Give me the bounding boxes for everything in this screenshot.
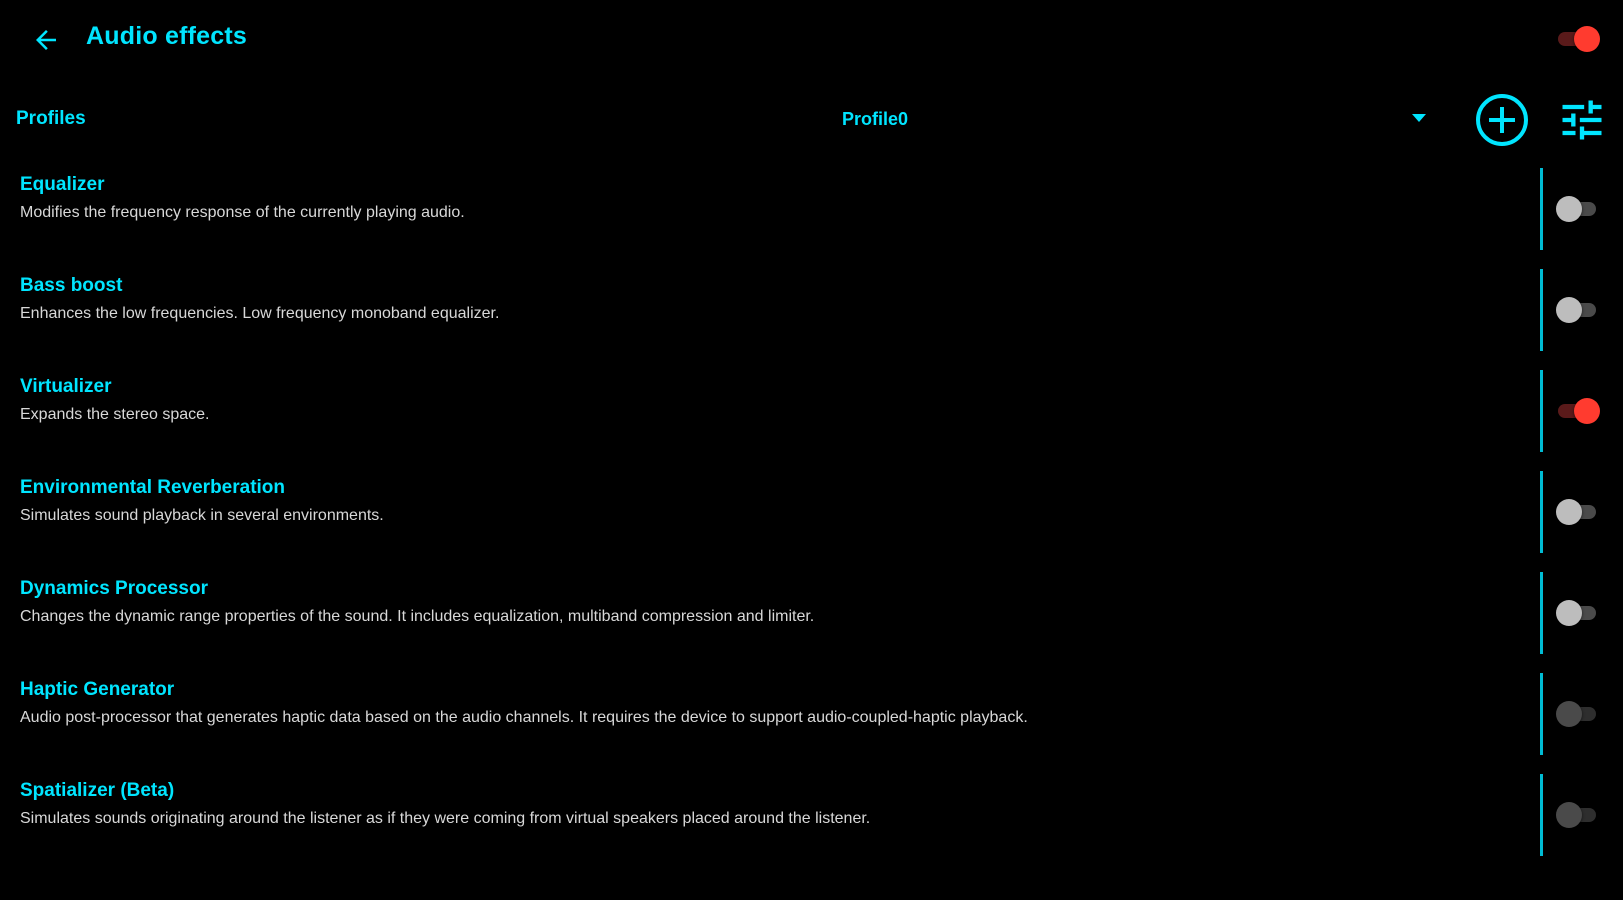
page-title: Audio effects: [86, 22, 247, 50]
row-divider: [1540, 269, 1543, 351]
effect-description: Enhances the low frequencies. Low frequency monoband equalizer.: [20, 305, 500, 322]
switch-thumb: [1574, 398, 1600, 424]
switch-thumb: [1574, 26, 1600, 52]
effect-row[interactable]: [0, 768, 1623, 869]
effect-description: Changes the dynamic range properties of the sound. It includes equalization, multiband compression and limiter.: [20, 608, 815, 625]
effect-row[interactable]: [0, 566, 1623, 667]
arrow-left-icon: [31, 25, 61, 55]
effect-description: Simulates sounds originating around the listener as if they were coming from virtual speakers placed around the listener.: [20, 810, 871, 827]
row-divider: [1540, 774, 1543, 856]
effect-description: Expands the stereo space.: [20, 406, 210, 423]
row-divider: [1540, 168, 1543, 250]
effect-toggle-switch: [1556, 699, 1600, 729]
effect-row[interactable]: [0, 263, 1623, 364]
effect-title: Equalizer: [20, 174, 105, 195]
effect-description: Simulates sound playback in several environments.: [20, 507, 384, 524]
effect-row[interactable]: [0, 667, 1623, 768]
effect-toggle-switch[interactable]: [1556, 497, 1600, 527]
chevron-down-icon: [1412, 114, 1426, 122]
row-divider: [1540, 673, 1543, 755]
row-divider: [1540, 471, 1543, 553]
effect-title: Environmental Reverberation: [20, 477, 286, 498]
effect-row[interactable]: [0, 364, 1623, 465]
add-profile-button[interactable]: [1474, 92, 1530, 148]
effect-title: Spatializer (Beta): [20, 780, 175, 801]
profile-dropdown[interactable]: [836, 100, 1440, 140]
row-divider: [1540, 572, 1543, 654]
add-circle-icon: [1474, 92, 1530, 148]
effect-toggle-switch: [1556, 800, 1600, 830]
switch-thumb: [1556, 196, 1582, 222]
switch-thumb: [1556, 499, 1582, 525]
back-button[interactable]: [26, 20, 66, 60]
tune-sliders-icon: [1556, 94, 1608, 146]
profile-settings-button[interactable]: [1556, 94, 1608, 146]
effect-toggle-switch[interactable]: [1556, 295, 1600, 325]
row-divider: [1540, 370, 1543, 452]
profile-selected-value: Profile0: [842, 109, 909, 129]
effect-toggle-switch[interactable]: [1556, 194, 1600, 224]
effect-toggle-switch[interactable]: [1556, 396, 1600, 426]
effect-title: Dynamics Processor: [20, 578, 208, 599]
effect-title: Virtualizer: [20, 376, 112, 397]
switch-thumb: [1556, 600, 1582, 626]
switch-thumb: [1556, 701, 1582, 727]
app-bar: [0, 0, 1623, 80]
master-effects-switch[interactable]: [1556, 24, 1600, 54]
effect-title: Bass boost: [20, 275, 123, 296]
effect-toggle-switch[interactable]: [1556, 598, 1600, 628]
profiles-label: Profiles: [16, 108, 86, 129]
effect-description: Modifies the frequency response of the currently playing audio.: [20, 204, 465, 221]
effect-row[interactable]: [0, 465, 1623, 566]
effect-title: Haptic Generator: [20, 679, 175, 700]
effect-description: Audio post-processor that generates haptic data based on the audio channels. It requires the device to support audio-coupled-haptic playback.: [20, 709, 1028, 726]
effect-row[interactable]: [0, 162, 1623, 263]
switch-thumb: [1556, 802, 1582, 828]
switch-thumb: [1556, 297, 1582, 323]
